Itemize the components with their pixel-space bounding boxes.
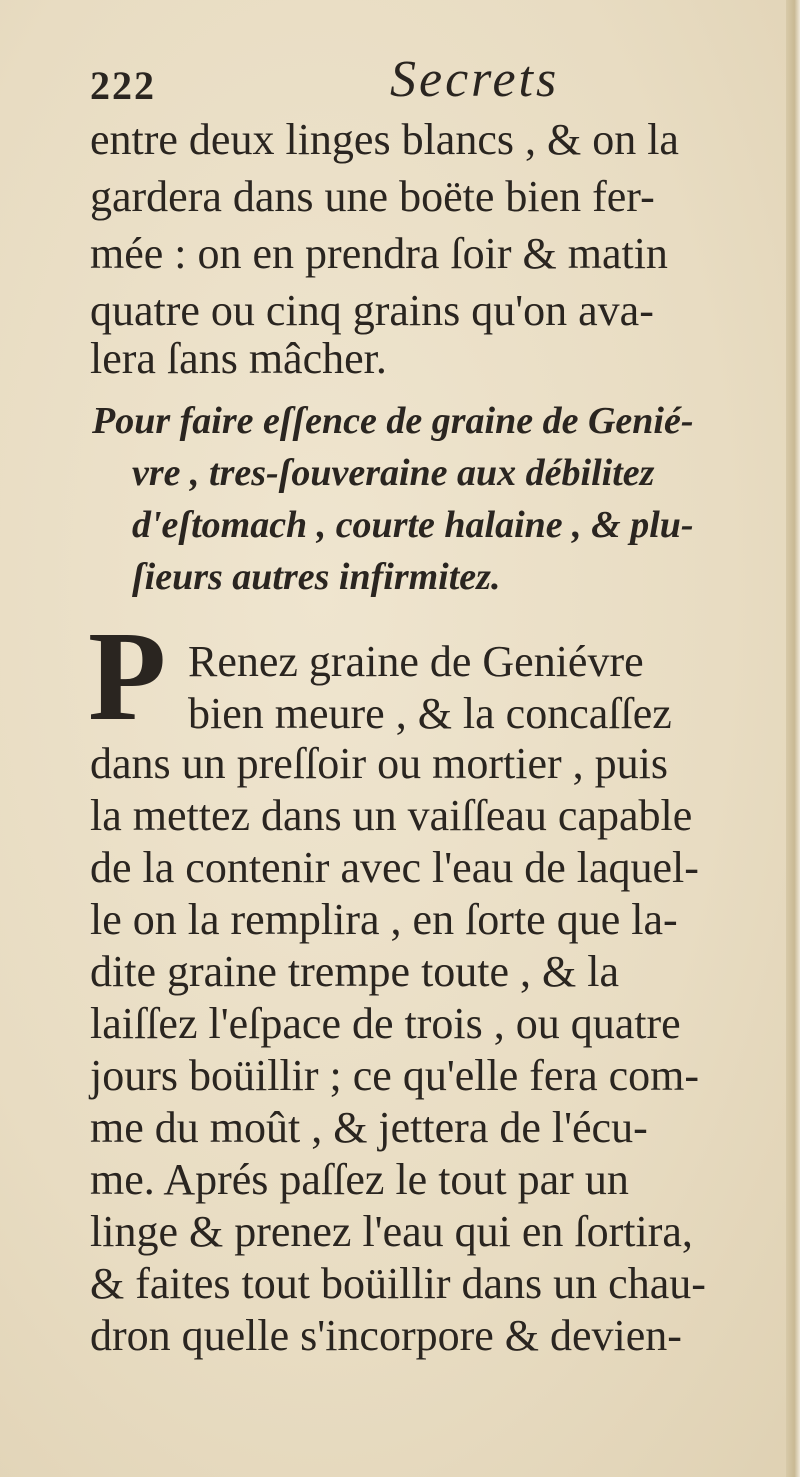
text-line: mée : on en prendra ſoir & matin: [90, 229, 668, 278]
running-title: Secrets: [390, 51, 560, 108]
drop-cap: P: [88, 605, 167, 747]
text-line: laiſſez l'eſpace de trois , ou quatre: [90, 999, 681, 1048]
heading-line: ſieurs autres infirmitez.: [132, 556, 501, 598]
text-line: dite graine trempe toute , & la: [90, 947, 620, 996]
text-line: le on la remplira , en ſorte que la-: [90, 895, 678, 944]
text-line: de la contenir avec l'eau de laquel-: [90, 843, 699, 892]
text-line: jours boüillir ; ce qu'elle fera com-: [90, 1051, 700, 1100]
text-line: la mettez dans un vaiſſeau capable: [90, 791, 693, 840]
text-line: & faites tout boüillir dans un chau-: [90, 1259, 706, 1308]
text-line: lera ſans mâcher.: [90, 334, 387, 383]
text-line: entre deux linges blancs , & on la: [90, 115, 679, 164]
heading-line: Pour faire eſſence de graine de Genié-: [92, 400, 694, 442]
page-header: [90, 44, 770, 114]
text-line: Renez graine de Geniévre: [188, 637, 644, 686]
page-number: 222: [90, 63, 156, 108]
text-line: bien meure , & la concaſſez: [188, 689, 672, 738]
heading-line: d'eſtomach , courte halaine , & plu-: [132, 504, 694, 546]
text-line: dron quelle s'incorpore & devien-: [90, 1311, 682, 1360]
text-line: gardera dans une boëte bien fer-: [90, 172, 655, 221]
text-line: quatre ou cinq grains qu'on ava-: [90, 286, 654, 335]
heading-line: vre , tres-ſouveraine aux débilitez: [132, 452, 655, 494]
text-line: linge & prenez l'eau qui en ſortira,: [90, 1207, 693, 1256]
text-line: me du moût , & jettera de l'écu-: [90, 1103, 648, 1152]
text-line: dans un preſſoir ou mortier , puis: [90, 739, 669, 788]
page-edge: [786, 0, 800, 1477]
text-line: me. Aprés paſſez le tout par un: [90, 1155, 629, 1204]
